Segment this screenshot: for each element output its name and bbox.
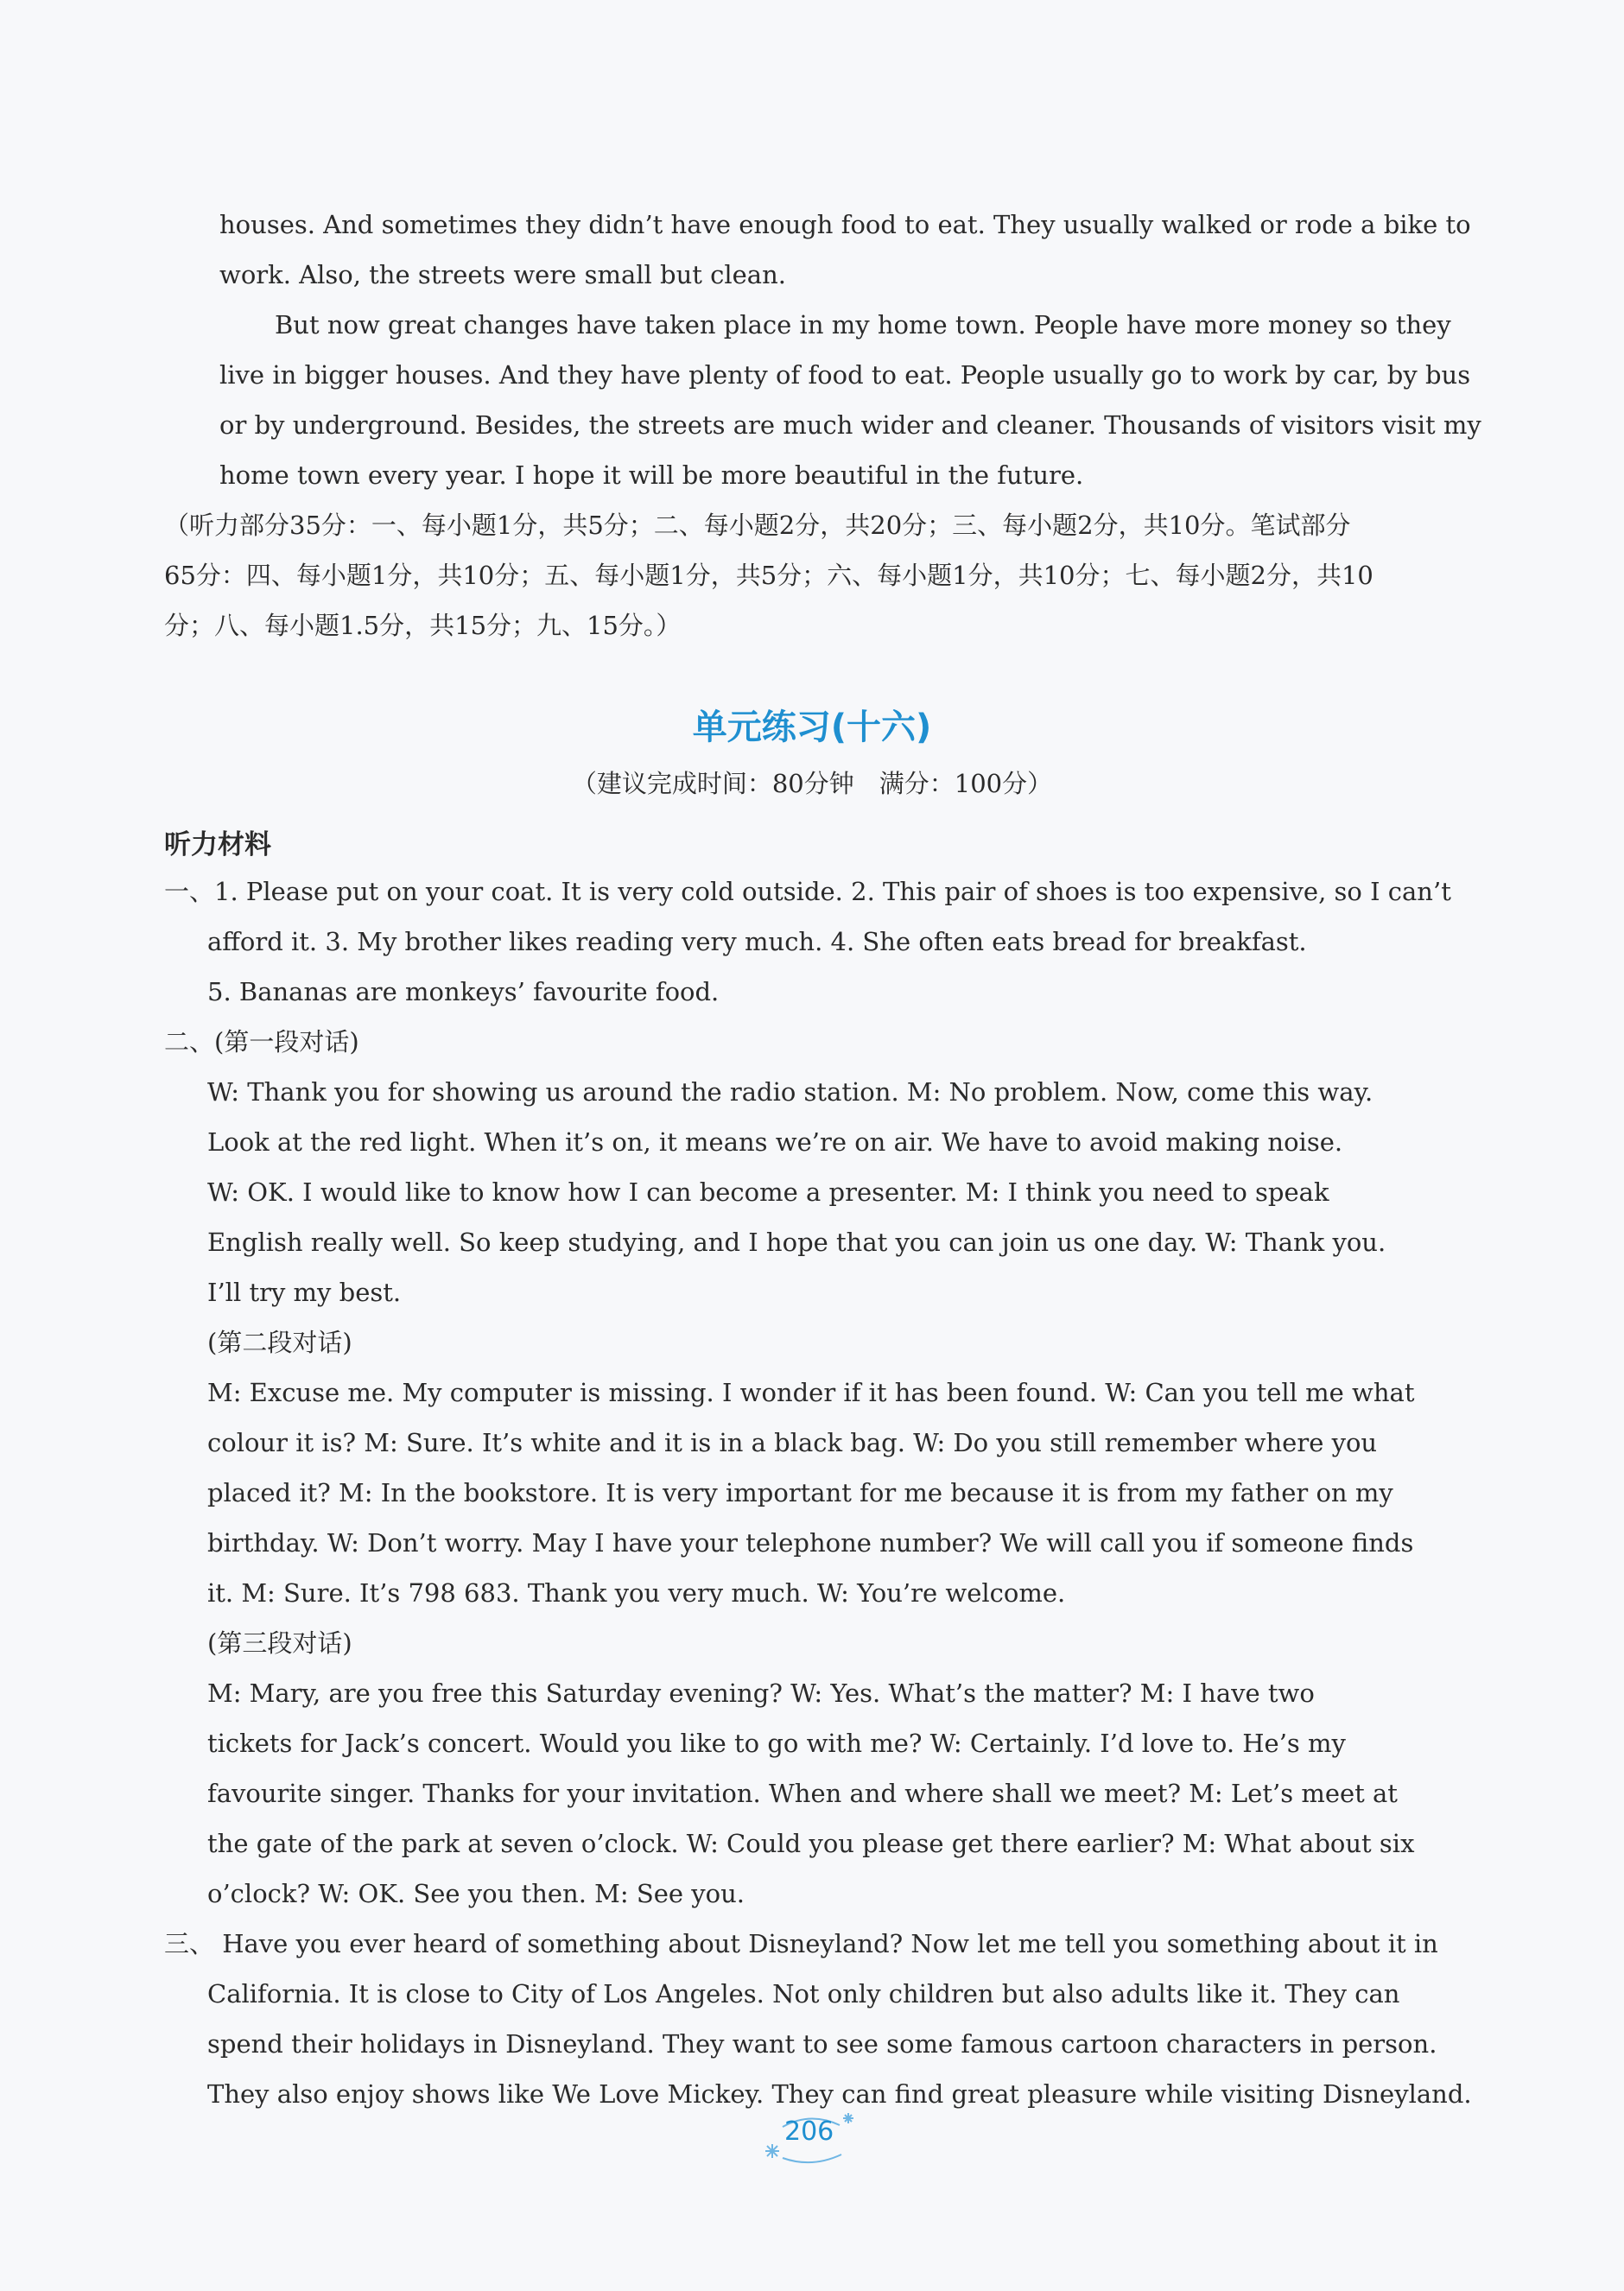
passage-line: live in bigger houses. And they have plenty of food to eat. People usually go to work by car, by bus xyxy=(219,360,1471,390)
dialogue2-line: placed it? M: In the bookstore. It is very important for me because it is from my father on my xyxy=(207,1478,1393,1507)
scoring-note: （听力部分35分：一、每小题1分，共5分；二、每小题2分，共20分；三、每小题2分，共10分。笔试部分 xyxy=(164,511,1351,540)
page-number: 206 xyxy=(784,2116,834,2147)
unit-subtitle: （建议完成时间：80分钟 满分：100分） xyxy=(571,769,1053,798)
part3-line: California. It is close to City of Los Angeles. Not only children but also adults like it. They can xyxy=(207,1979,1400,2009)
page-number-badge xyxy=(750,2108,871,2168)
dialogue1-line: I’ll try my best. xyxy=(207,1278,402,1307)
passage-line: work. Also, the streets were small but clean. xyxy=(219,260,786,289)
passage-line: or by underground. Besides, the streets are much wider and cleaner. Thousands of visitors visit my xyxy=(219,410,1481,440)
dialogue2-line: M: Excuse me. My computer is missing. I wonder if it has been found. W: Can you tell me what xyxy=(207,1378,1415,1407)
unit-title: 单元练习(十六) xyxy=(692,708,932,747)
dialogue1-line: W: OK. I would like to know how I can become a presenter. M: I think you need to speak xyxy=(207,1177,1329,1207)
dialogue3-line: o’clock? W: OK. See you then. M: See you. xyxy=(207,1879,745,1908)
part3-line: 三、 Have you ever heard of something about Disneyland? Now let me tell you something about it in xyxy=(164,1929,1438,1958)
part1-line: 5. Bananas are monkeys’ favourite food. xyxy=(207,977,720,1006)
dialogue2-line: birthday. W: Don’t worry. May I have your telephone number? We will call you if someone finds xyxy=(207,1528,1414,1558)
dialogue3-label: (第三段对话) xyxy=(207,1628,352,1658)
passage-line: But now great changes have taken place in my home town. People have more money so they xyxy=(275,310,1451,340)
part2-label: 二、(第一段对话) xyxy=(164,1027,359,1057)
dialogue1-line: English really well. So keep studying, and I hope that you can join us one day. W: Thank you. xyxy=(207,1228,1386,1257)
dialogue1-line: Look at the red light. When it’s on, it means we’re on air. We have to avoid making noise. xyxy=(207,1127,1343,1157)
passage-line: home town every year. I hope it will be more beautiful in the future. xyxy=(219,460,1084,490)
part1-line: afford it. 3. My brother likes reading very much. 4. She often eats bread for breakfast. xyxy=(207,927,1307,956)
dialogue3-line: the gate of the park at seven o’clock. W: Could you please get there earlier? M: What about six xyxy=(207,1829,1415,1858)
dialogue2-label: (第二段对话) xyxy=(207,1328,352,1357)
dialogue1-line: W: Thank you for showing us around the radio station. M: No problem. Now, come this way. xyxy=(207,1077,1373,1107)
dialogue3-line: tickets for Jack’s concert. Would you like to go with me? W: Certainly. I’d love to. He’s my xyxy=(207,1729,1346,1758)
part1-line: 一、1. Please put on your coat. It is very cold outside. 2. This pair of shoes is too expensive, so I can’t xyxy=(164,877,1451,906)
scoring-note: 65分：四、每小题1分，共10分；五、每小题1分，共5分；六、每小题1分，共10分；七、每小题2分，共10 xyxy=(164,561,1373,590)
listening-heading: 听力材料 xyxy=(164,829,271,860)
passage-line: houses. And sometimes they didn’t have enough food to eat. They usually walked or rode a bike to xyxy=(219,210,1471,239)
part3-line: They also enjoy shows like We Love Mickey. They can find great pleasure while visiting Disneyland. xyxy=(207,2079,1472,2109)
dialogue3-line: favourite singer. Thanks for your invitation. When and where shall we meet? M: Let’s meet at xyxy=(207,1779,1398,1808)
dialogue2-line: colour it is? M: Sure. It’s white and it is in a black bag. W: Do you still remember where you xyxy=(207,1428,1378,1457)
scoring-note: 分；八、每小题1.5分，共15分；九、15分。） xyxy=(164,611,682,640)
dialogue2-line: it. M: Sure. It’s 798 683. Thank you very much. W: You’re welcome. xyxy=(207,1578,1066,1608)
part3-line: spend their holidays in Disneyland. They want to see some famous cartoon characters in person. xyxy=(207,2029,1437,2059)
dialogue3-line: M: Mary, are you free this Saturday evening? W: Yes. What’s the matter? M: I have two xyxy=(207,1679,1315,1708)
